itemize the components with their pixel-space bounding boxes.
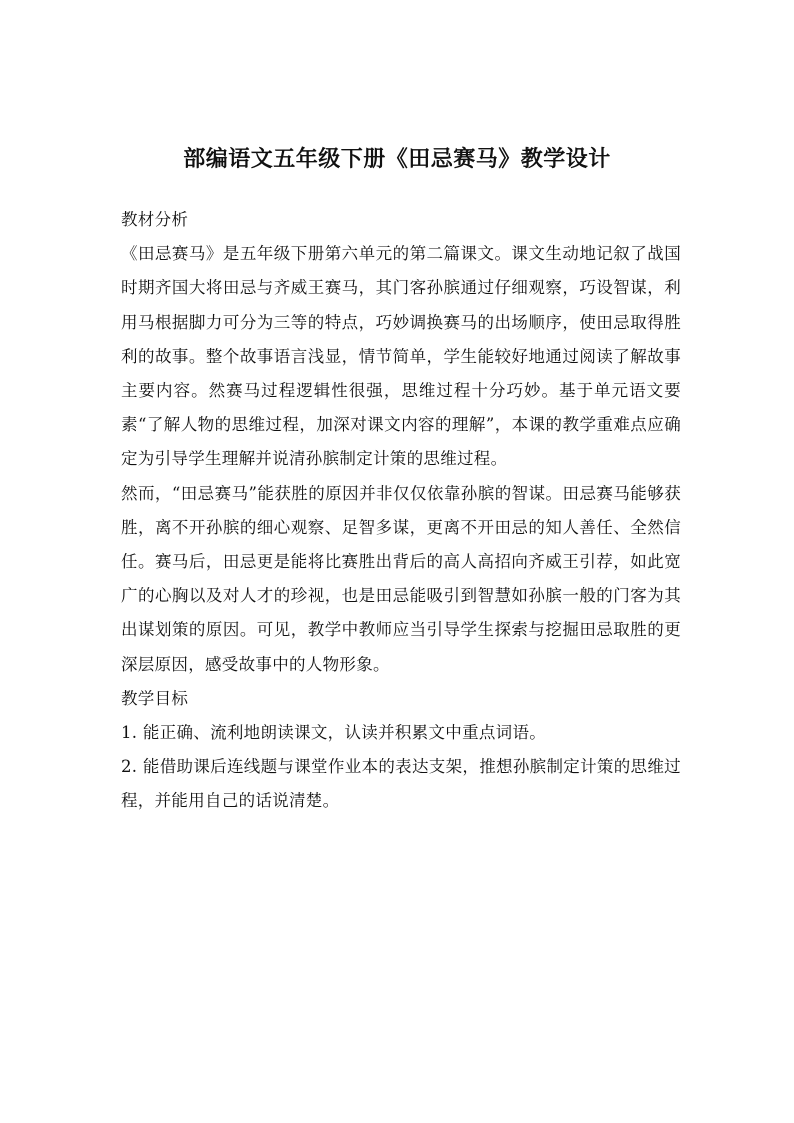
paragraph-material-analysis-1: 《田忌赛马》是五年级下册第六单元的第二篇课文。课文生动地记叙了战国时期齐国大将田忌与齐威王赛马，其门客孙膑通过仔细观察，巧设智谋，利用马根据脚力可分为三等的特点，巧妙调换赛马的出场顺序，使田忌取得胜利的故事。整个故事语言浅显，情节简单，学生能较好地通过阅读了解故事主要内容。然赛马过程逻辑性很强，思维过程十分巧妙。基于单元语文要素“了解人物的思维过程，加深对课文内容的理解”，本课的教学重难点应确定为引导学生理解并说清孙膑制定计策的思维过程。 xyxy=(121,244,681,469)
goal-item-1: 1. 能正确、流利地朗读课文，认读并积累文中重点词语。 xyxy=(121,723,547,743)
goal-item-2: 2. 能借助课后连线题与课堂作业本的表达支架，推想孙膑制定计策的思维过程，并能用自己的话说清楚。 xyxy=(121,757,681,811)
paragraph-material-analysis-2: 然而，“田忌赛马”能获胜的原因并非仅仅依靠孙膑的智谋。田忌赛马能够获胜，离不开孙膑的细心观察、足智多谋，更离不开田忌的知人善任、全然信任。赛马后，田忌更是能将比赛胜出背后的高人高招向齐威王引荐，如此宽广的心胸以及对人才的珍视，也是田忌能吸引到智慧如孙膑一般的门客为其出谋划策的原因。可见，教学中教师应当引导学生探索与挖掘田忌取胜的更深层原因，感受故事中的人物形象。 xyxy=(121,483,681,674)
document-body xyxy=(121,203,681,819)
section-heading-teaching-goals: 教学目标 xyxy=(121,688,189,708)
document-title: 部编语文五年级下册《田忌赛马》教学设计 xyxy=(183,147,611,172)
section-heading-material-analysis: 教材分析 xyxy=(121,210,189,229)
